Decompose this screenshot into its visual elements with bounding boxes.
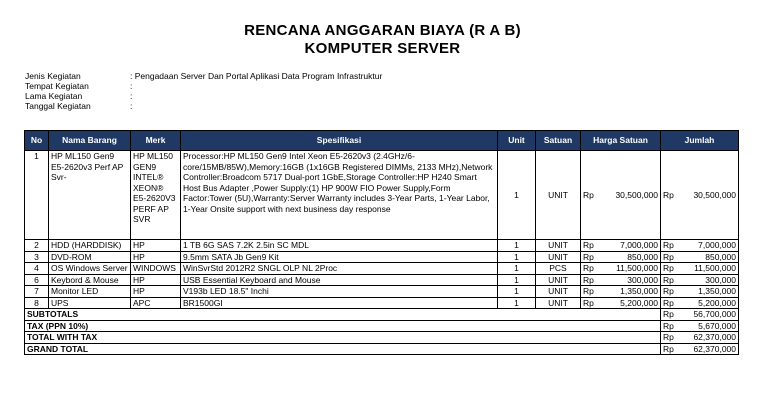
total-row (25, 309, 739, 321)
amount: 300,000 (627, 274, 658, 285)
cell-harga (581, 151, 661, 240)
info-label: Tempat Kegiatan (25, 81, 89, 91)
col-name: Nama Barang (49, 131, 131, 151)
cell-satuan: UNIT (536, 151, 581, 240)
cell-satuan: UNIT (536, 274, 581, 286)
currency-label: Rp (663, 251, 674, 262)
currency-label: Rp (663, 297, 674, 308)
currency-label: Rp (583, 251, 594, 262)
cell-name: DVD-ROM (49, 251, 131, 263)
cell-satuan: UNIT (536, 251, 581, 263)
cell-name: HDD (HARDDISK) (49, 240, 131, 252)
cell-merk: HP ML150 GEN9 INTEL® XEON® E5-2620V3 PERF AP SVR (131, 151, 181, 240)
col-merk: Merk (131, 131, 181, 151)
cell-unit: 1 (498, 297, 536, 309)
amount: 1,350,000 (620, 286, 658, 296)
cell-spec: BR1500GI (181, 297, 498, 309)
cell-spec: Processor:HP ML150 Gen9 Intel Xeon E5-2620v3 (2.4GHz/6-core/15MB/85W),Memory:16GB (1x16GB Registered DIMMs, 2133 MHz),Network Controller:Broadcom 5717 Dual-port 1GbE,Storage Controller:HP H240 Smart Host Bus Adapter ,Power Supply:(1) HP 900W FIO Power Supply,Form Factor:Tower (5U),Warranty:Server Warranty includes 3-Year Parts, 1-Year Labor, 1-Year Onsite support with next business day response (181, 151, 498, 240)
currency-label: Rp (663, 263, 674, 273)
cell-spec: 1 TB 6G SAS 7.2K 2.5in SC MDL (181, 240, 498, 252)
amount: 1,350,000 (698, 286, 736, 296)
cell-unit: 1 (498, 286, 536, 298)
table-row (25, 240, 739, 252)
cell-jumlah (661, 263, 739, 275)
total-label: TAX (PPN 10%) (25, 320, 661, 332)
cell-name: OS Windows Server (49, 263, 131, 275)
currency-label: Rp (663, 274, 674, 285)
table-header (25, 131, 739, 151)
currency-label: Rp (583, 189, 594, 200)
cell-merk: APC (131, 297, 181, 309)
table-row (25, 297, 739, 309)
cell-no: 3 (25, 251, 49, 263)
cell-unit: 1 (498, 251, 536, 263)
table-row (25, 286, 739, 298)
col-harga: Harga Satuan (581, 131, 661, 151)
cell-spec: WinSvrStd 2012R2 SNGL OLP NL 2Proc (181, 263, 498, 275)
cell-merk: HP (131, 251, 181, 263)
col-no: No (25, 131, 49, 151)
cell-harga (581, 286, 661, 298)
amount: 30,500,000 (693, 189, 736, 200)
cell-no: 1 (25, 151, 49, 240)
cell-unit: 1 (498, 263, 536, 275)
total-row (25, 320, 739, 332)
cell-jumlah (661, 240, 739, 252)
currency-label: Rp (663, 189, 674, 200)
total-label: SUBTOTALS (25, 309, 661, 321)
cell-satuan: UNIT (536, 297, 581, 309)
currency-label: Rp (663, 309, 674, 319)
cell-unit: 1 (498, 240, 536, 252)
table-row (25, 251, 739, 263)
amount: 7,000,000 (620, 240, 658, 250)
total-value (661, 309, 739, 321)
amount: 5,200,000 (620, 297, 658, 308)
cell-name: HP ML150 Gen9 E5-2620v3 Perf AP Svr- (49, 151, 131, 240)
info-label: Lama Kegiatan (25, 91, 83, 101)
document-title: RENCANA ANGGARAN BIAYA (R A B) (244, 22, 521, 39)
currency-label: Rp (663, 240, 674, 250)
amount: 5,200,000 (698, 297, 736, 308)
amount: 62,370,000 (693, 343, 736, 354)
currency-label: Rp (583, 274, 594, 285)
cell-unit: 1 (498, 151, 536, 240)
amount: 62,370,000 (693, 332, 736, 342)
amount: 850,000 (627, 251, 658, 262)
currency-label: Rp (583, 240, 594, 250)
cell-jumlah (661, 151, 739, 240)
table-row (25, 151, 739, 240)
cell-merk: WINDOWS (131, 263, 181, 275)
amount: 7,000,000 (698, 240, 736, 250)
total-label: TOTAL WITH TAX (25, 332, 661, 344)
cell-merk: HP (131, 286, 181, 298)
currency-label: Rp (663, 320, 674, 331)
cell-merk: HP (131, 240, 181, 252)
currency-label: Rp (583, 297, 594, 308)
currency-label: Rp (583, 286, 594, 296)
cell-satuan: UNIT (536, 286, 581, 298)
currency-label: Rp (663, 332, 674, 342)
info-row (25, 81, 382, 91)
col-satuan: Satuan (536, 131, 581, 151)
cell-jumlah (661, 286, 739, 298)
info-label: Tanggal Kegiatan (25, 101, 91, 111)
cell-jumlah (661, 297, 739, 309)
cell-harga (581, 251, 661, 263)
cell-name: UPS (49, 297, 131, 309)
col-jumlah: Jumlah (661, 131, 739, 151)
currency-label: Rp (663, 286, 674, 296)
cell-name: Monitor LED (49, 286, 131, 298)
col-unit: Unit (498, 131, 536, 151)
cell-harga (581, 240, 661, 252)
cell-satuan: PCS (536, 263, 581, 275)
amount: 56,700,000 (693, 309, 736, 319)
cell-spec: 9.5mm SATA Jb Gen9 Kit (181, 251, 498, 263)
amount: 11,500,000 (694, 263, 736, 273)
currency-label: Rp (663, 343, 674, 354)
budget-table (24, 130, 739, 355)
cell-spec: V193b LED 18.5" Inchi (181, 286, 498, 298)
amount: 30,500,000 (615, 189, 658, 200)
cell-satuan: UNIT (536, 240, 581, 252)
info-label: Jenis Kegiatan (25, 71, 81, 81)
cell-jumlah (661, 251, 739, 263)
col-spec: Spesifikasi (181, 131, 498, 151)
info-value: : Pengadaan Server Dan Portal Aplikasi Data Program Infrastruktur (130, 71, 383, 81)
info-row (25, 71, 382, 81)
cell-harga (581, 297, 661, 309)
total-label: GRAND TOTAL (25, 343, 661, 355)
amount: 300,000 (705, 274, 736, 285)
cell-spec: USB Essential Keyboard and Mouse (181, 274, 498, 286)
info-row (25, 91, 382, 101)
table-row (25, 274, 739, 286)
cell-jumlah (661, 274, 739, 286)
amount: 850,000 (705, 251, 736, 262)
cell-harga (581, 274, 661, 286)
total-row (25, 343, 739, 355)
table-row (25, 263, 739, 275)
cell-harga (581, 263, 661, 275)
info-row (25, 101, 382, 111)
cell-no: 6 (25, 274, 49, 286)
total-value (661, 332, 739, 344)
cell-unit: 1 (498, 274, 536, 286)
cell-no: 8 (25, 297, 49, 309)
info-value: : (130, 101, 133, 111)
activity-info (25, 71, 382, 111)
total-value (661, 320, 739, 332)
info-value: : (130, 91, 133, 101)
cell-no: 2 (25, 240, 49, 252)
total-row (25, 332, 739, 344)
currency-label: Rp (583, 263, 594, 273)
cell-merk: HP (131, 274, 181, 286)
cell-name: Keybord & Mouse (49, 274, 131, 286)
amount: 11,500,000 (616, 263, 658, 273)
total-value (661, 343, 739, 355)
info-value: : (130, 81, 133, 91)
cell-no: 7 (25, 286, 49, 298)
cell-no: 4 (25, 263, 49, 275)
document-subtitle: KOMPUTER SERVER (304, 40, 461, 57)
amount: 5,670,000 (698, 320, 736, 331)
